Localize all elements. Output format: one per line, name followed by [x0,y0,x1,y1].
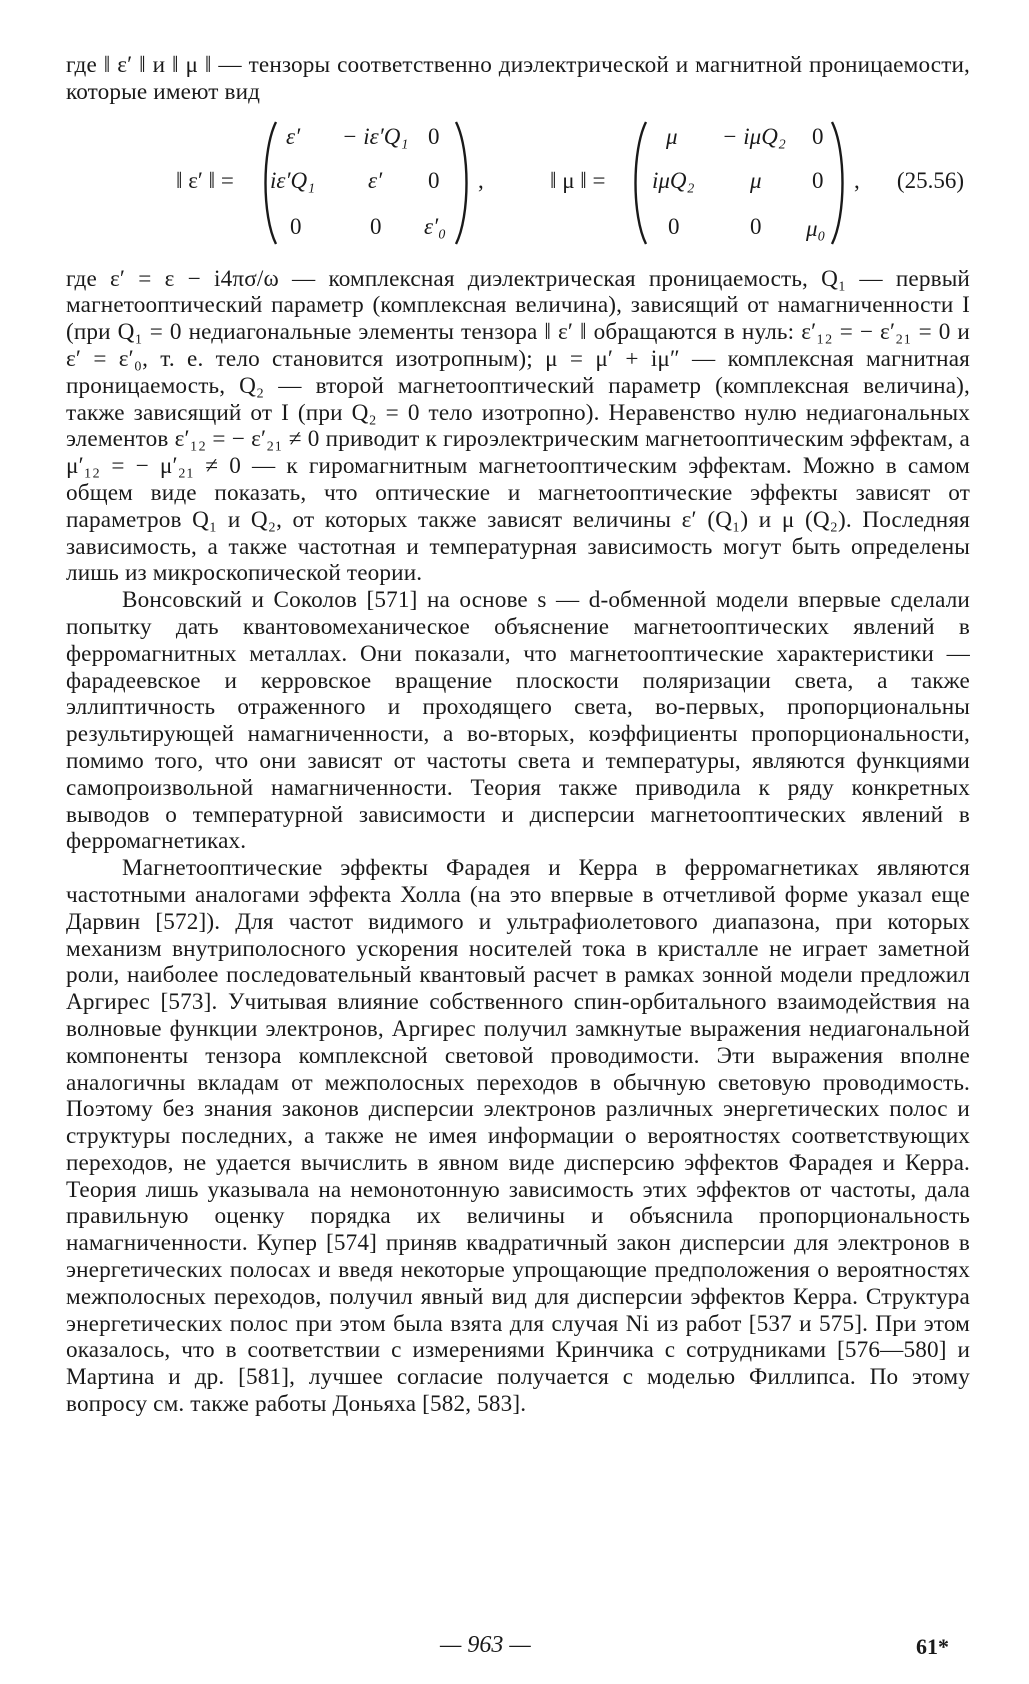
matrix-cell: ε′ [286,123,301,149]
equation-comma: , [478,167,484,193]
signature-mark: 61* [916,1634,949,1659]
matrix-cell: − iμQ₂ [722,123,786,149]
equation-lhs-mu: ‖ μ ‖ = [550,167,606,193]
matrix-epsilon [258,118,472,248]
matrix-cell: iμQ₂ [652,167,695,193]
matrix-cell: 0 [812,123,824,149]
matrix-mu [628,118,848,248]
page-footer [0,1632,1029,1672]
matrix-cell: ε′ [368,167,383,193]
matrix-cell: 0 [428,167,440,193]
paragraph-3: Магнетооптические эффекты Фарадея и Керра в ферромагнетиках являются частотными аналогами эффекта Холла (на это впервые в отчетливой форме указал еще Дарвин [572]). Для частот видимого и ультрафиолетового диапазона, при которых механизм внутриполосного ускорения носителей тока в кристалле не играет заметной роли, наиболее последовательный квантовый расчет в рамках зонной модели предложил Аргирес [573]. Учитывая влияние собственного спин-орбитального взаимодействия на волновые функции электронов, Аргирес получил замкнутые выражения недиагональной компоненты тензора комплексной световой проводимости. Эти выражения вполне аналогичны вкладам от межполосных переходов в обычную световую проводимость. Поэтому без знания законов дисперсии электронов различных энергетических полос и структуры последних, а также не имея информации о вероятностях соответствующих переходов, не удается вычислить в явном виде дисперсию эффектов Фарадея и Керра. Теория лишь указывала на немонотонную зависимость этих эффектов от частоты, дала правильную оценку порядка их величины и объяснила пропорциональность намагниченности. Купер [574] приняв квадратичный закон дисперсии для электронов в энергетических полосах и введя некоторые упрощающие предположения о вероятностях межполосных переходов, получил явный вид для дисперсии эффектов Керра. Структура энергетических полос при этом была взята для случая Ni из работ [537 и 575]. При этом оказалось, что в соответствии с измерениями Кринчика с сотрудниками [576—580] и Мартина и др. [581], лучшее согласие получается с моделью Филлипса. По этому вопросу см. также работы Доньяха [582, 583]. [66,855,970,1418]
matrix-cell: − iε′Q₁ [342,123,409,149]
right-paren-icon [828,120,850,246]
paragraph-2: Вонсовский и Соколов [571] на основе s — d-обменной модели впервые сделали попытку дать квантовомеханическое объяснение магнетооптических явлений в ферромагнитных металлах. Они показали, что магнетооптические характеристики — фарадеевское и керровское вращение плоскости поляризации света, а также эллиптичность отраженного и проходящего света, во-первых, пропорциональны результирующей намагниченности, а во-вторых, коэффициенты пропорциональности, помимо того, что они зависят от частоты света и температуры, являются функциями самопроизвольной намагниченности. Теория также приводила к ряду конкретных выводов о температурной зависимости и дисперсии магнетооптических явлений в ферромагнетиках. [66,587,970,855]
equation-lhs-epsilon: ‖ ε′ ‖ = [176,167,234,193]
matrix-cell: iε′Q₁ [270,167,316,193]
matrix-cell: 0 [812,167,824,193]
paragraph-1: где ε′ = ε − i4πσ/ω — комплексная диэлектрическая проницаемость, Q₁ — первый магнетооптический параметр (комплексная величина), зависящий от намагниченности I (при Q₁ = 0 недиагональные элементы тензора ‖ ε′ ‖ обращаются в нуль: ε′₁₂ = − ε′₂₁ = 0 и ε′ = ε′₀, т. е. тело становится изотропным); μ = μ′ + iμ″ — комплексная магнитная проницаемость, Q₂ — второй магнетооптический параметр (комплексная величина), также зависящий от I (при Q₂ = 0 тело изотропно). Неравенство нулю недиагональных элементов ε′₁₂ = − ε′₂₁ ≠ 0 приводит к гироэлектрическим магнетооптическим эффектам, а μ′₁₂ = − μ′₂₁ ≠ 0 — к гиромагнитным магнетооптическим эффектам. Можно в самом общем виде показать, что оптические и магнетооптические эффекты зависят от параметров Q₁ и Q₂, от которых также зависят величины ε′ (Q₁) и μ (Q₂). Последняя зависимость, а также частотная и температурная зависимость могут быть определены лишь из микроскопической теории. [66,265,970,587]
equation-number: (25.56) [896,167,964,193]
equation-comma: , [854,167,860,193]
matrix-cell: 0 [428,123,440,149]
matrix-cell: μ [750,167,762,193]
matrix-cell: μ₀ [806,215,826,241]
matrix-cell: 0 [750,213,762,239]
matrix-cell: 0 [370,213,382,239]
equation-25-56 [66,118,970,256]
matrix-cell: μ [666,123,678,149]
document-page [66,52,970,1418]
matrix-cell: 0 [290,213,302,239]
matrix-cell: ε′₀ [424,213,447,239]
matrix-cell: 0 [668,213,680,239]
left-paren-icon [628,120,650,246]
right-paren-icon [452,120,474,246]
page-number: — 963 — [440,1632,531,1658]
intro-text: где ‖ ε′ ‖ и ‖ μ ‖ — тензоры соответственно диэлектрической и магнитной проницаемости, которые имеют вид [66,52,970,105]
